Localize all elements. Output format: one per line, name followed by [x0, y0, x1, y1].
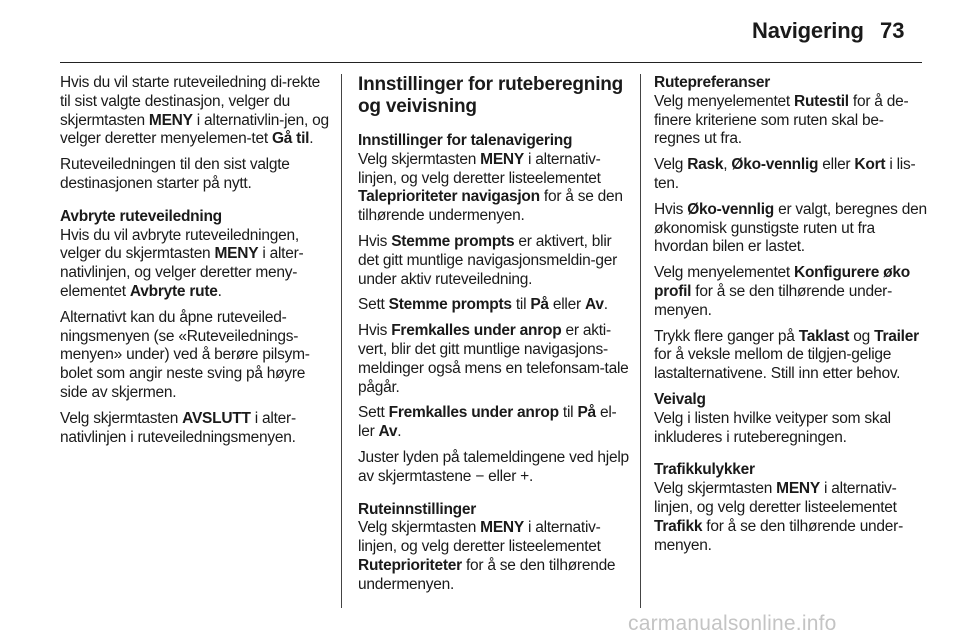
paragraph: Velg menyelementet Konfigurere øko profil for å se den tilhørende under-menyen. — [654, 264, 910, 319]
paragraph: Juster lyden på talemeldingene ved hjelp av skjermtastene − eller +. — [358, 448, 629, 485]
column-2 — [358, 74, 632, 602]
paragraph: Ruteveiledningen til den sist valgte destinasjonen starter på nytt. — [60, 156, 290, 192]
column-divider-1 — [341, 74, 342, 608]
paragraph: Velg i listen hvilke veityper som skal inkluderes i ruteberegningen. — [654, 409, 891, 446]
paragraph: Hvis Øko-vennlig er valgt, beregnes den økonomisk gunstigste ruten ut fra hvordan bilen er lastet. — [654, 200, 927, 256]
paragraph: Velg skjermtasten MENY i alternativ-linjen, og velg deretter listeelementet Taleprioriteter navigasjon for å se den tilhørende undermenyen. — [358, 150, 623, 225]
paragraph: Sett Fremkalles under anrop til På el-ler Av. — [358, 404, 617, 441]
column-divider-2 — [640, 74, 641, 608]
section-title: Innstillinger for ruteberegning og veivisning — [358, 74, 624, 117]
column-1 — [60, 74, 330, 454]
paragraph: Hvis du vil avbryte ruteveiledningen, velger du skjermtasten MENY i alter-nativlinjen, og velger deretter meny-elementet Avbryte rute. — [60, 226, 304, 300]
paragraph: Alternativt kan du åpne ruteveiled-ningsmenyen (se «Ruteveilednings-menyen» under) ved å berøre pilsym-bolet som angir neste sving på høyre side av skjermen. — [60, 308, 310, 401]
column-3 — [654, 74, 928, 562]
header-divider — [60, 62, 922, 63]
paragraph: Velg skjermtasten MENY i alternativ-linjen, og velg deretter listeelementet Trafikk for å se den tilhørende under-menyen. — [654, 480, 903, 554]
page-number: 73 — [880, 18, 905, 43]
paragraph: Velg Rask, Øko-vennlig eller Kort i lis-ten. — [654, 156, 916, 192]
watermark: carmanualsonline.info — [628, 612, 837, 635]
section-heading: Avbryte ruteveiledning — [60, 207, 222, 225]
paragraph: Hvis Fremkalles under anrop er akti-vert, blir det gitt muntlige navigasjons-meldinger også mens en telefonsam-tale pågår. — [358, 322, 629, 396]
section-heading: Trafikkulykker — [654, 461, 755, 479]
section-heading: Rutepreferanser — [654, 74, 770, 91]
paragraph: Velg skjermtasten MENY i alternativ-linjen, og velg deretter listeelementet Ruteprioriteter for å se den tilhørende undermenyen. — [358, 519, 616, 593]
paragraph: Hvis Stemme prompts er aktivert, blir det gitt muntlige navigasjonsmeldin-ger under aktiv ruteveiledning. — [358, 232, 618, 288]
header-title: Navigering — [752, 18, 864, 43]
paragraph: Velg menyelementet Rutestil for å de-finere kriteriene som ruten skal be-regnes ut fra. — [654, 92, 909, 148]
section-heading: Innstillinger for talenavigering — [358, 132, 573, 149]
paragraph: Hvis du vil starte ruteveiledning di-rekte til sist valgte destinasjon, velger du skjermtasten MENY i alternativlin-jen, og velger deretter menyelemen-tet Gå til. — [60, 74, 329, 148]
paragraph: Trykk flere ganger på Taklast og Trailer for å veksle mellom de tilgjen-gelige lastalternativene. Still inn etter behov. — [654, 327, 919, 383]
section-heading: Ruteinnstillinger — [358, 500, 477, 518]
paragraph: Velg skjermtasten AVSLUTT i alter-nativlinjen i ruteveiledningsmenyen. — [60, 409, 296, 446]
paragraph: Sett Stemme prompts til På eller Av. — [358, 296, 608, 314]
section-heading: Veivalg — [654, 390, 706, 408]
